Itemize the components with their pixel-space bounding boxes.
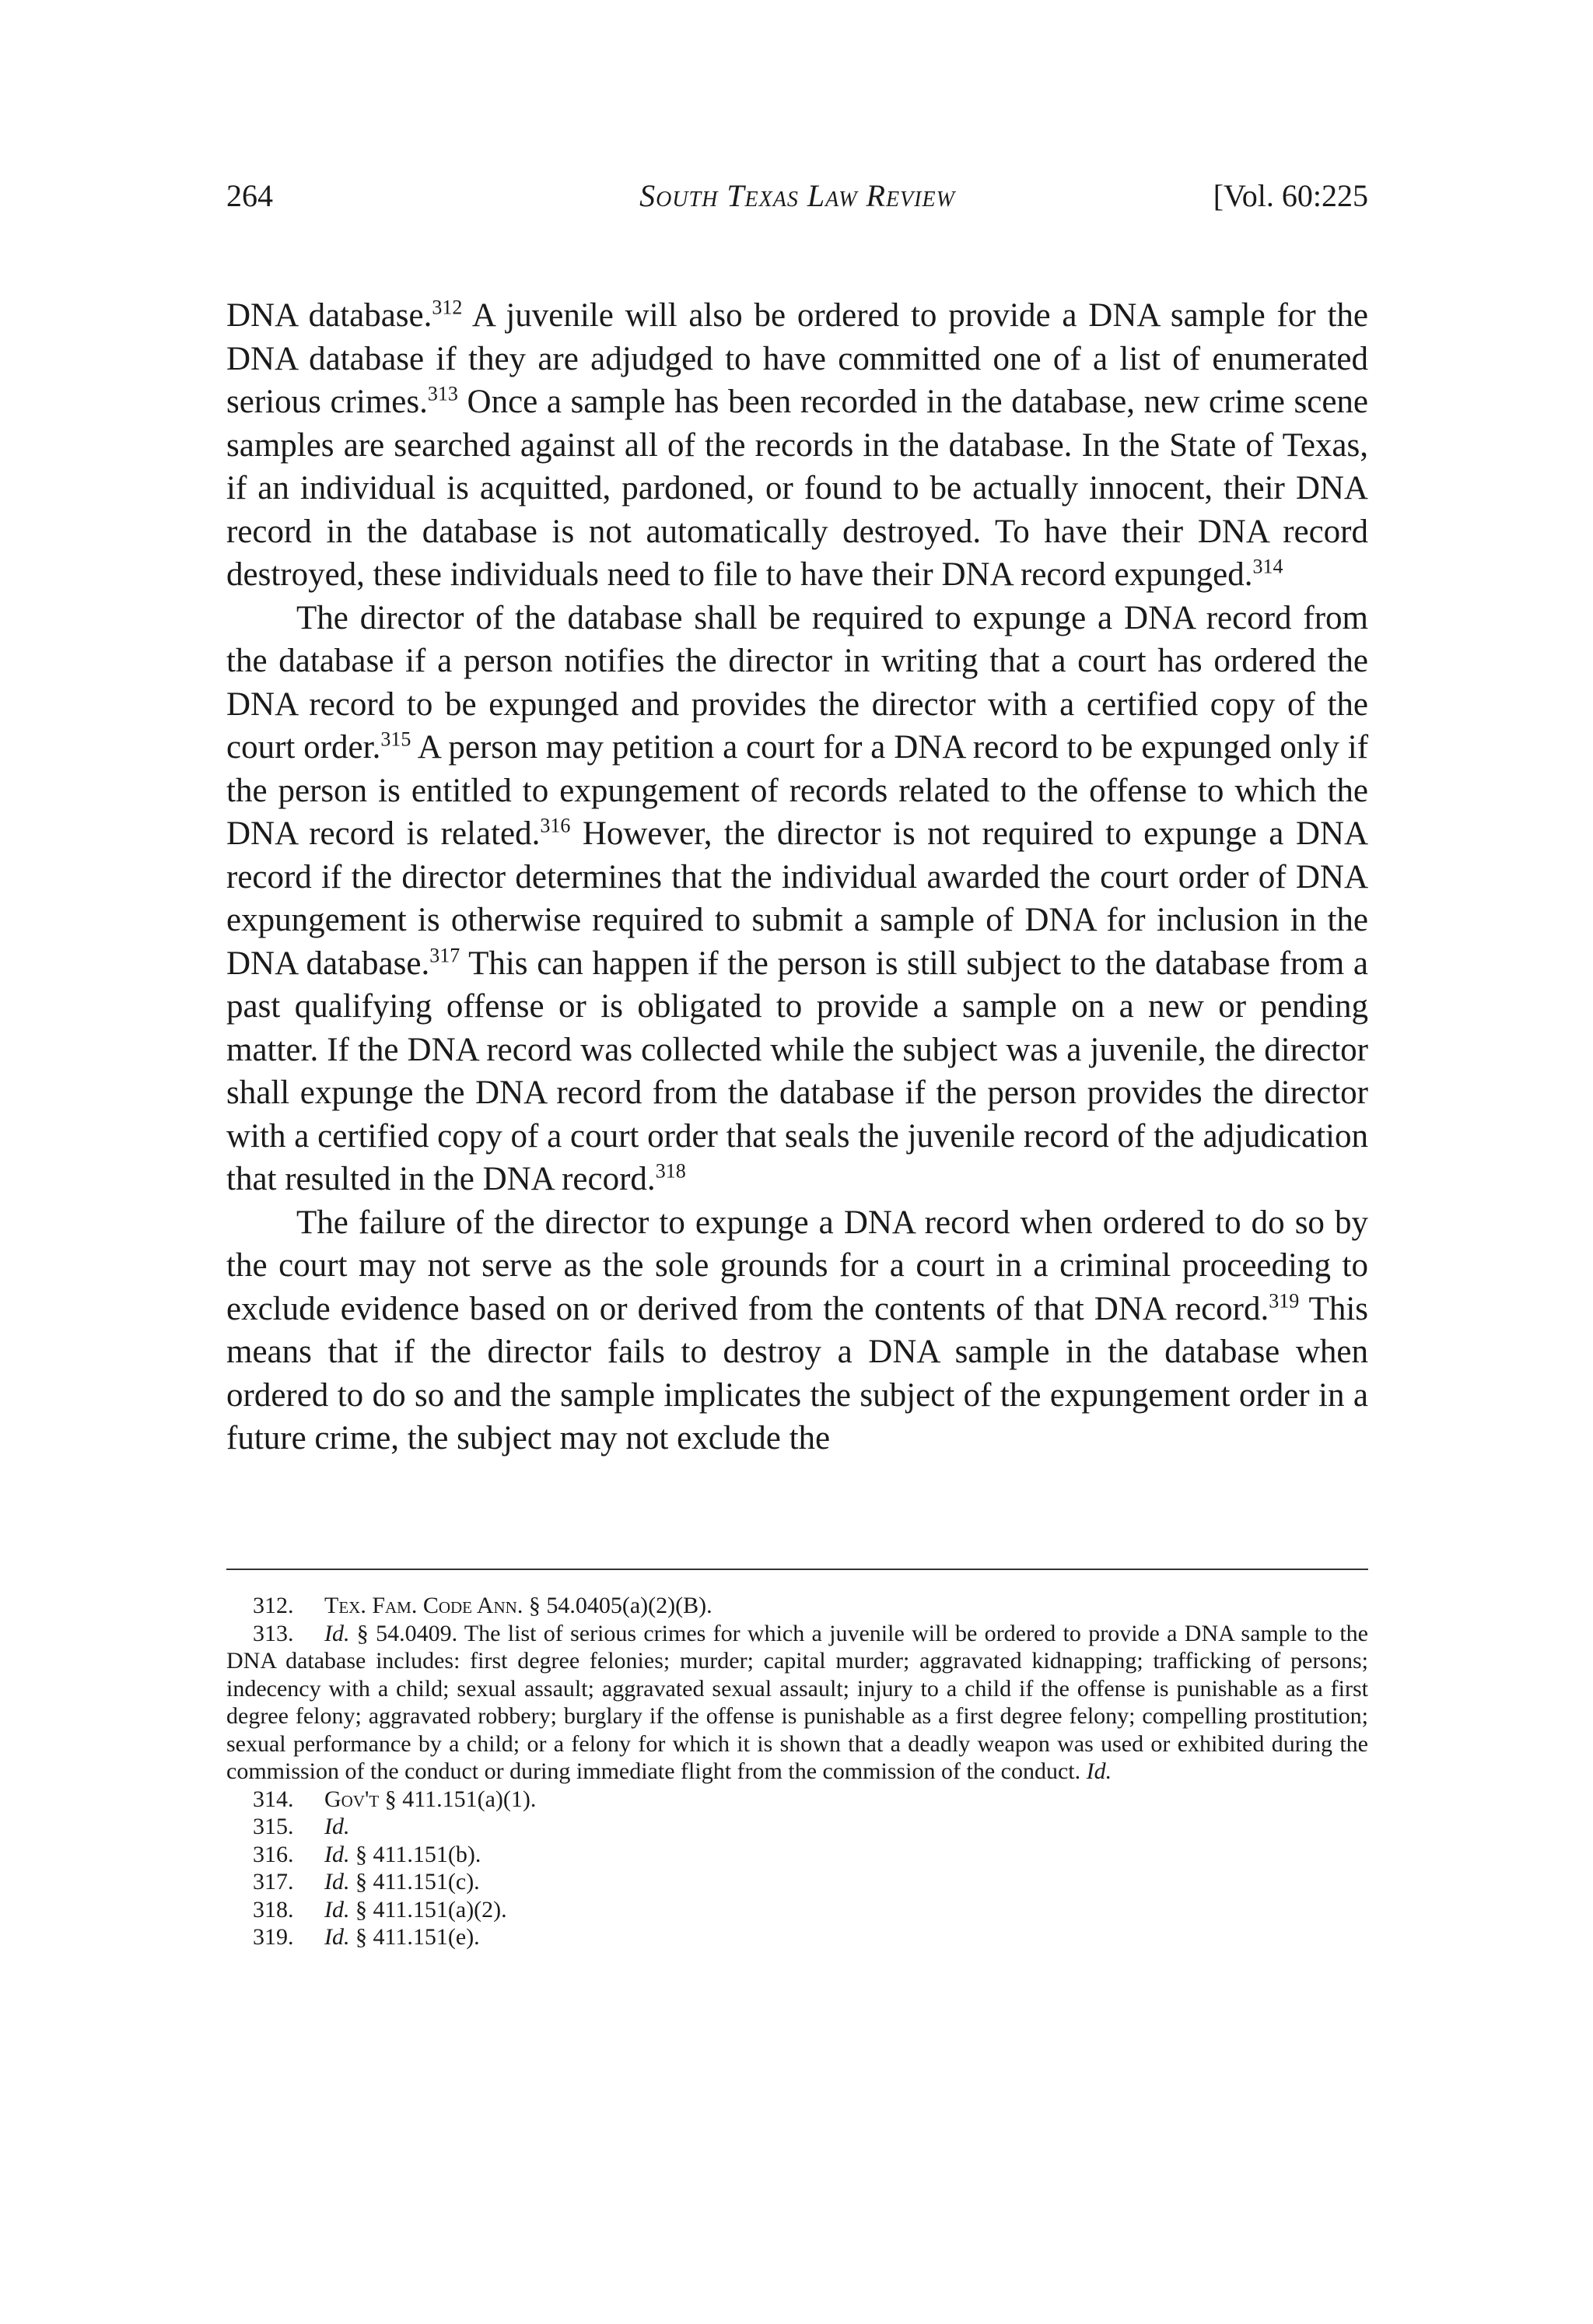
- footnote-317: [226, 1868, 1368, 1896]
- footnote-ref-315: 315: [380, 727, 411, 751]
- text-run: Once a sample has been recorded in the database, new crime scene samples are searched against all of the records in the database. In the State of Texas, if an individual is acquitted, pardoned, or found to be actually innocent, their DNA record in the database is not automatically destroyed. To have their DNA record destroyed, these individuals need to file to have their DNA record expunged.: [226, 384, 1369, 593]
- id-citation: Id.: [324, 1869, 350, 1895]
- footnote-ref-319: 319: [1269, 1289, 1300, 1313]
- footnote-number: 314.: [253, 1786, 294, 1812]
- text-run: The failure of the director to expunge a DNA record when ordered to do so by the court may not serve as the sole grounds for a court in a criminal proceeding to exclude evidence based on or derived from the contents of that DNA record.: [226, 1204, 1368, 1327]
- footnotes: [226, 1592, 1368, 1951]
- footnote-text: § 411.151(c).: [349, 1869, 480, 1895]
- citation-code: Gov't: [324, 1786, 380, 1812]
- footnote-number: 312.: [253, 1593, 294, 1618]
- id-citation: Id.: [324, 1620, 350, 1646]
- footnote-ref-318: 318: [655, 1159, 686, 1183]
- paragraph-2: [226, 597, 1368, 1201]
- footnote-number: 316.: [253, 1841, 294, 1867]
- citation-code: Tex. Fam. Code Ann.: [324, 1593, 523, 1618]
- id-citation: Id.: [324, 1896, 350, 1923]
- footnote-ref-313: 313: [427, 382, 458, 405]
- body-text: [226, 294, 1368, 1460]
- journal-title: South Texas Law Review: [639, 178, 955, 213]
- footnote-314: [226, 1786, 1368, 1814]
- text-run: A juvenile will also be ordered to provide a DNA sample for the DNA database if they are adjudged to have committed one of a list of enumerated serious crimes.: [226, 297, 1369, 420]
- id-citation: Id.: [1086, 1758, 1112, 1784]
- footnote-number: 317.: [253, 1869, 294, 1895]
- paragraph-1: [226, 294, 1368, 597]
- footnote-ref-314: 314: [1252, 555, 1283, 578]
- footnote-divider: [226, 1569, 1368, 1570]
- text-run: However, the director is not required to expunge a DNA record if the director determines that the individual awarded the court order of DNA expungement is otherwise required to submit a sample of DNA for inclusion in the DNA database.: [226, 815, 1368, 982]
- footnote-number: 315.: [253, 1814, 294, 1839]
- id-citation: Id.: [324, 1924, 350, 1950]
- footnote-text: § 411.151(b).: [349, 1841, 481, 1867]
- footnote-number: 319.: [253, 1924, 294, 1950]
- footnote-number: 318.: [253, 1896, 294, 1923]
- text-run: This means that if the director fails to destroy a DNA sample in the database when ordered to do so and the sample implicates the subject of the expungement order in a future crime, the subject may not exclude the: [226, 1290, 1369, 1456]
- text-run: DNA database.: [226, 297, 432, 334]
- running-header: [226, 173, 1368, 219]
- page-number: 264: [226, 178, 273, 213]
- id-citation: Id.: [324, 1841, 350, 1867]
- id-citation: Id.: [324, 1814, 350, 1839]
- footnote-313: [226, 1620, 1368, 1786]
- footnote-text: § 54.0409. The list of serious crimes for which a juvenile will be ordered to provide a DNA sample to the DNA database includes: first degree felonies; murder; capital murder; aggravated kidnapping; trafficking of persons; indecency with a child; sexual assault; aggravated sexual assault; injury to a child if the offense is punishable as a first degree felony; aggravated robbery; burglary if the offense is punishable as a first degree felony; compelling prostitution; sexual performance by a child; or a felony for which it is shown that a deadly weapon was used or exhibited during the commission of the conduct or during immediate flight from the commission of the conduct.: [226, 1620, 1368, 1784]
- footnote-text: § 411.151(a)(2).: [349, 1896, 507, 1923]
- footnote-319: [226, 1923, 1368, 1951]
- footnote-number: 313.: [253, 1620, 294, 1646]
- text-run: This can happen if the person is still subject to the database from a past qualifying offense or is obligated to provide a sample on a new or pending matter. If the DNA record was collected while the subject was a juvenile, the director shall expunge the DNA record from the database if the person provides the director with a certified copy of a court order that seals the juvenile record of the adjudication that resulted in the DNA record.: [226, 945, 1368, 1197]
- paragraph-3: [226, 1201, 1368, 1460]
- footnote-312: [226, 1592, 1368, 1620]
- footnote-text: § 411.151(e).: [349, 1924, 480, 1950]
- footnote-text: § 54.0405(a)(2)(B).: [523, 1593, 712, 1618]
- footnote-text: § 411.151(a)(1).: [379, 1786, 537, 1812]
- footnote-315: [226, 1813, 1368, 1841]
- volume-citation: [Vol. 60:225: [1213, 178, 1368, 213]
- footnote-ref-312: 312: [432, 296, 463, 319]
- footnote-ref-317: 317: [429, 944, 460, 967]
- text-run: The director of the database shall be required to expunge a DNA record from the database if a person notifies the director in writing that a court has ordered the DNA record to be expunged and provides the director with a certified copy of the court order.: [226, 599, 1368, 766]
- text-run: A person may petition a court for a DNA record to be expunged only if the person is entitled to expungement of records related to the offense to which the DNA record is related.: [226, 729, 1369, 852]
- footnote-318: [226, 1896, 1368, 1924]
- footnote-ref-316: 316: [540, 814, 571, 837]
- footnote-316: [226, 1841, 1368, 1869]
